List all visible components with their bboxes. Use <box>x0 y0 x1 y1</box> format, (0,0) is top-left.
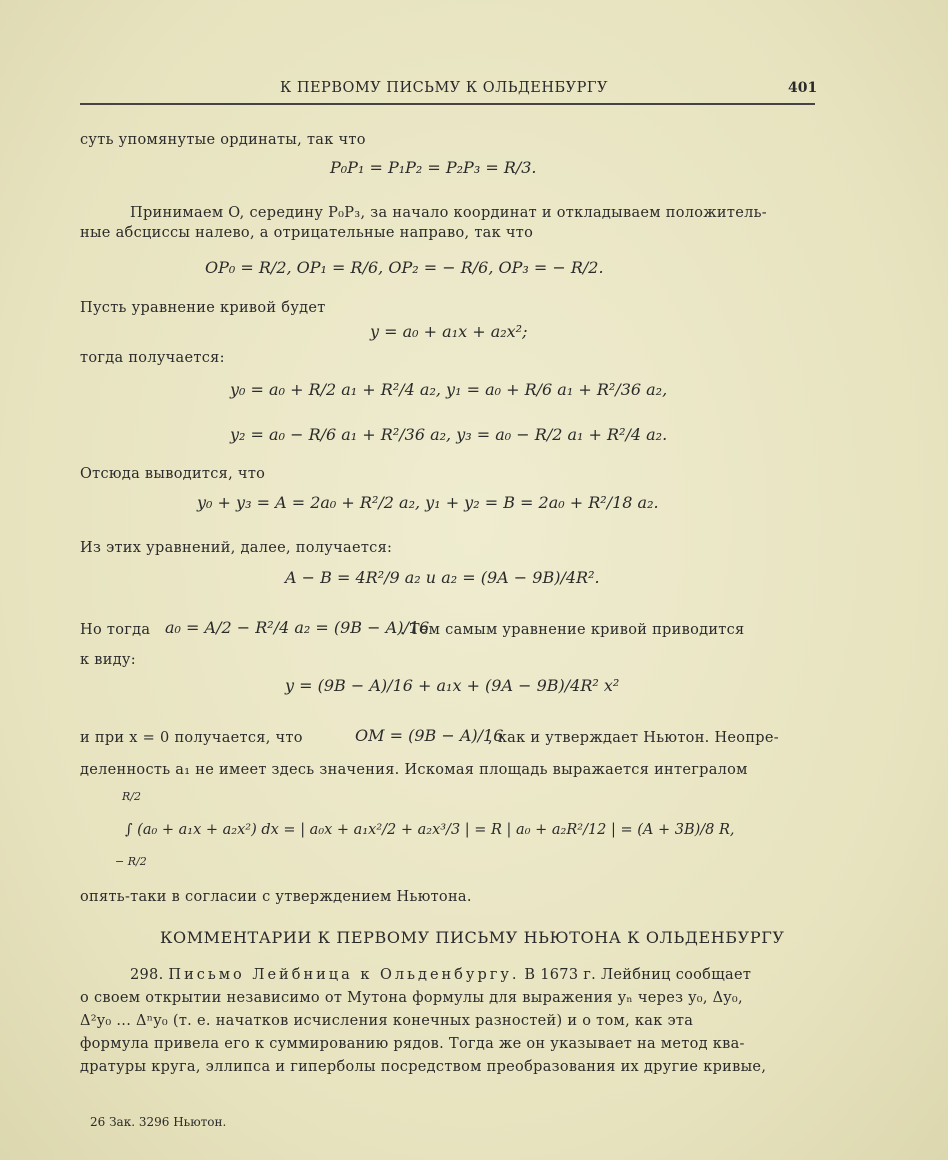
paragraph-7a-pre: Но тогда <box>80 622 151 638</box>
comment-line-2: о своем открытии независимо от Мутона формулы для выражения yₙ через y₀, Δy₀, <box>80 990 743 1006</box>
paragraph-7b: к виду: <box>80 652 136 668</box>
text-line-1: суть упомянутые ординаты, так что <box>80 132 366 148</box>
paragraph-8a-pre: и при x = 0 получается, что <box>80 730 303 746</box>
paragraph-9: опять-таки в согласии с утверждением Ньютона. <box>80 889 472 905</box>
equation-5: y₂ = a₀ − R/6 a₁ + R²/36 a₂, y₃ = a₀ − R/2 a₁ + R²/4 a₂. <box>230 425 668 444</box>
paragraph-3: Пусть уравнение кривой будет <box>80 300 326 316</box>
comment-line-1 <box>130 965 751 985</box>
paragraph-4: тогда получается: <box>80 350 225 366</box>
paragraph-7a-post: . Тем самым уравнение кривой приводится <box>400 622 745 638</box>
paragraph-6: Из этих уравнений, далее, получается: <box>80 540 393 556</box>
page-number: 401 <box>788 80 818 96</box>
equation-1: P₀P₁ = P₁P₂ = P₂P₃ = R/3. <box>330 158 537 177</box>
equation-om: OM = (9B − A)/16 <box>355 726 504 745</box>
running-title: К ПЕРВОМУ ПИСЬМУ К ОЛЬДЕНБУРГУ <box>280 80 608 96</box>
equation-3: y = a₀ + a₁x + a₂x²; <box>370 322 528 341</box>
comment-line-1-rest: В 1673 г. Лейбниц сообщает <box>519 967 752 983</box>
paragraph-2a: Принимаем O, середину P₀P₃, за начало координат и откладываем положитель- <box>130 205 768 221</box>
equation-7: A − B = 4R²/9 a₂ и a₂ = (9A − 9B)/4R². <box>285 568 600 587</box>
header-rule <box>80 103 815 105</box>
integral-lower-limit: − R/2 <box>115 855 147 868</box>
footer-signature: 26 Зак. 3296 Ньютон. <box>90 1115 227 1129</box>
equation-a0: a₀ = A/2 − R²/4 a₂ = (9B − A)/16 <box>165 618 430 637</box>
equation-4: y₀ = a₀ + R/2 a₁ + R²/4 a₂, y₁ = a₀ + R/6 a₁ + R²/36 a₂, <box>230 380 668 399</box>
comment-line-4: формула привела его к суммированию рядов. Тогда же он указывает на метод ква- <box>80 1036 745 1052</box>
comment-line-3: Δ²y₀ ... Δⁿy₀ (т. е. начатков исчисления конечных разностей) и о том, как эта <box>80 1013 694 1029</box>
equation-8: y = (9B − A)/16 + a₁x + (9A − 9B)/4R² x² <box>285 676 620 695</box>
comment-title: Письмо Лейбница к Ольденбургу. <box>168 967 520 983</box>
comment-number: 298. <box>130 967 164 983</box>
equation-2: OP₀ = R/2, OP₁ = R/6, OP₂ = − R/6, OP₃ = − R/2. <box>205 258 604 277</box>
paragraph-8b: деленность a₁ не имеет здесь значения. Искомая площадь выражается интегралом <box>80 762 748 778</box>
paragraph-5: Отсюда выводится, что <box>80 466 266 482</box>
paragraph-2b: ные абсциссы налево, а отрицательные направо, так что <box>80 225 534 241</box>
integral-upper-limit: R/2 <box>122 790 141 803</box>
section-heading: КОММЕНТАРИИ К ПЕРВОМУ ПИСЬМУ НЬЮТОНА К ОЛЬДЕНБУРГУ <box>160 928 785 947</box>
equation-9: ∫ (a₀ + a₁x + a₂x²) dx = | a₀x + a₁x²/2 + a₂x³/3 | = R | a₀ + a₂R²/12 | = (A + 3B)/8 R, <box>125 822 735 838</box>
paragraph-8a-post: , как и утверждает Ньютон. Неопре- <box>488 730 779 746</box>
equation-6: y₀ + y₃ = A = 2a₀ + R²/2 a₂, y₁ + y₂ = B = 2a₀ + R²/18 a₂. <box>197 493 659 512</box>
comment-line-5: дратуры круга, эллипса и гиперболы посредством преобразования их другие кривые, <box>80 1059 767 1075</box>
